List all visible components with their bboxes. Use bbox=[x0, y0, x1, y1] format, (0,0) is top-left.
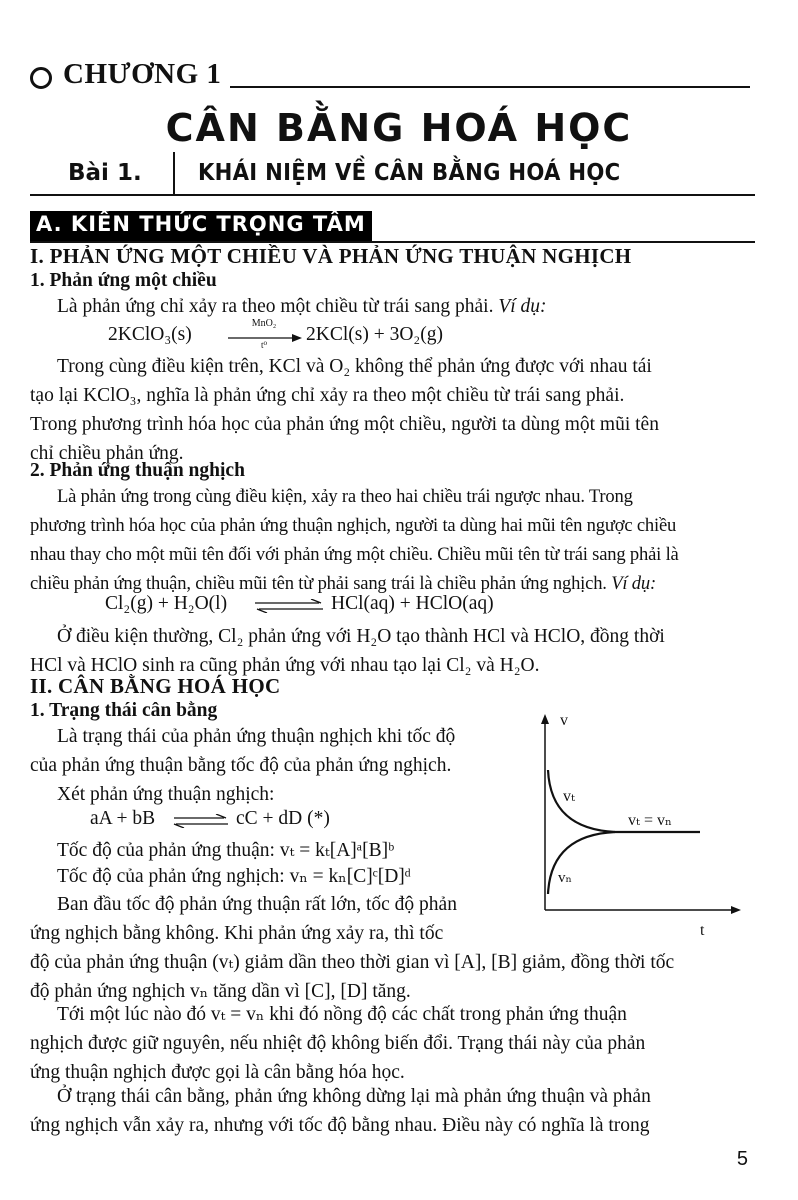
equilibrium-arrow-icon bbox=[253, 599, 325, 613]
circle-bullet-icon bbox=[30, 67, 52, 89]
chapter-label: CHƯƠNG 1 bbox=[63, 58, 222, 90]
page-number: 5 bbox=[736, 1148, 748, 1170]
lesson-rule bbox=[30, 194, 755, 196]
lesson-divider bbox=[173, 152, 175, 194]
x-axis-label: t bbox=[700, 922, 705, 939]
section-i-2-para: Là phản ứng trong cùng điều kiện, xảy ra theo hai chiều trái ngược nhau. Trong phương trình hóa học của phản ứng thuận nghịch, người ta dùng hai mũi tên ngược chiều nhau thay cho một mũi tên đối với phản ứng một chiều. Chiều mũi tên từ trái sang phải là chiều phản ứng thuận, chiều mũi tên từ phải sang trái là chiều phản ứng nghịch. Ví dụ: bbox=[30, 486, 679, 594]
chapter-rule bbox=[230, 86, 750, 88]
lesson-header bbox=[30, 152, 755, 198]
y-axis-arrow bbox=[541, 714, 549, 724]
lesson-title: KHÁI NIỆM VỀ CÂN BẰNG HOÁ HỌC bbox=[198, 160, 621, 186]
rate-graph-svg bbox=[530, 712, 745, 952]
section-ii-1-para5: Ở trạng thái cân bằng, phản ứng không dừng lại mà phản ứng thuận và phản ứng nghịch vẫn xảy ra, nhưng với tốc độ bằng nhau. Điều này có nghĩa là trong bbox=[30, 1086, 651, 1136]
section-ii-heading: II. CÂN BẰNG HOÁ HỌC bbox=[30, 674, 281, 698]
section-i-2-para2: Ở điều kiện thường, Cl₂ phản ứng với H₂O tạo thành HCl và HClO, đồng thời HCl và HClO sinh ra cũng phản ứng với nhau tạo lại Cl₂ và H₂O. bbox=[30, 626, 665, 676]
section-ii-1-para: Là trạng thái của phản ứng thuận nghịch khi tốc độ của phản ứng thuận bằng tốc độ của phản ứng nghịch. Xét phản ứng thuận nghịch: bbox=[30, 726, 456, 805]
section-a-heading: A. KIẾN THỨC TRỌNG TÂM bbox=[30, 211, 372, 241]
equation-general: aA + bB cC + dD (*) bbox=[90, 808, 330, 829]
section-i-1-para: Trong cùng điều kiện trên, KCl và O₂ không thể phản ứng được với nhau tái tạo lại KClO₃, nghĩa là phản ứng chỉ xảy ra theo một chiều từ trái sang phải. Trong phương trình hóa học của phản ứng một chiều, người ta dùng một mũi tên chỉ chiều phản ứng. bbox=[30, 356, 659, 464]
equation-kclo3: 2KClO₃(s) MnO₂ t⁰ 2KCl(s) + 3O₂(g) bbox=[108, 318, 443, 350]
chapter-title: CÂN BẰNG HOÁ HỌC bbox=[165, 106, 633, 150]
lesson-number: Bài 1. bbox=[68, 160, 142, 186]
rate-equations: Tốc độ của phản ứng thuận: vₜ = kₜ[A]ᵃ[B]ᵇ Tốc độ của phản ứng nghịch: vₙ = kₙ[C]ᶜ[D]ᵈ bbox=[57, 840, 411, 887]
reverse-rate-label: vₙ bbox=[558, 870, 572, 886]
equilibrium-label: vₜ = vₙ bbox=[628, 812, 672, 829]
section-i-2-heading: 2. Phản ứng thuận nghịch bbox=[30, 460, 245, 481]
equation-cl2: Cl₂(g) + H₂O(l) HCl(aq) + HClO(aq) bbox=[105, 593, 494, 614]
x-axis-arrow bbox=[731, 906, 741, 914]
equilibrium-arrow-icon bbox=[172, 814, 230, 828]
forward-rate-label: vₜ bbox=[563, 788, 575, 805]
section-ii-1-heading: 1. Trạng thái cân bằng bbox=[30, 700, 218, 721]
section-a-rule bbox=[30, 241, 755, 243]
rate-vs-time-graph bbox=[530, 712, 745, 952]
section-ii-1-para3: Ban đầu tốc độ phản ứng thuận rất lớn, tốc độ phản ứng nghịch bằng không. Khi phản ứng xảy ra, thì tốc độ của phản ứng thuận (vₜ) giảm dần theo thời gian vì [A], [B] giảm, đồng thời tốc độ phản ứng nghịch vₙ tăng dần vì [C], [D] tăng. bbox=[30, 894, 675, 1002]
y-axis-label: v bbox=[560, 712, 568, 729]
section-ii-1-para4: Tới một lúc nào đó vₜ = vₙ khi đó nồng độ các chất trong phản ứng thuận nghịch được giữ nguyên, nếu nhiệt độ không biến đổi. Trạng thái này của phản ứng thuận nghịch được gọi là cân bằng hóa học. bbox=[30, 1004, 646, 1083]
section-i-1-heading: 1. Phản ứng một chiều bbox=[30, 270, 217, 291]
section-i-heading: I. PHẢN ỨNG MỘT CHIỀU VÀ PHẢN ỨNG THUẬN NGHỊCH bbox=[30, 244, 632, 268]
chapter-header bbox=[30, 58, 750, 94]
section-i-1-intro: Là phản ứng chỉ xảy ra theo một chiều từ trái sang phải. Ví dụ: bbox=[57, 296, 547, 317]
